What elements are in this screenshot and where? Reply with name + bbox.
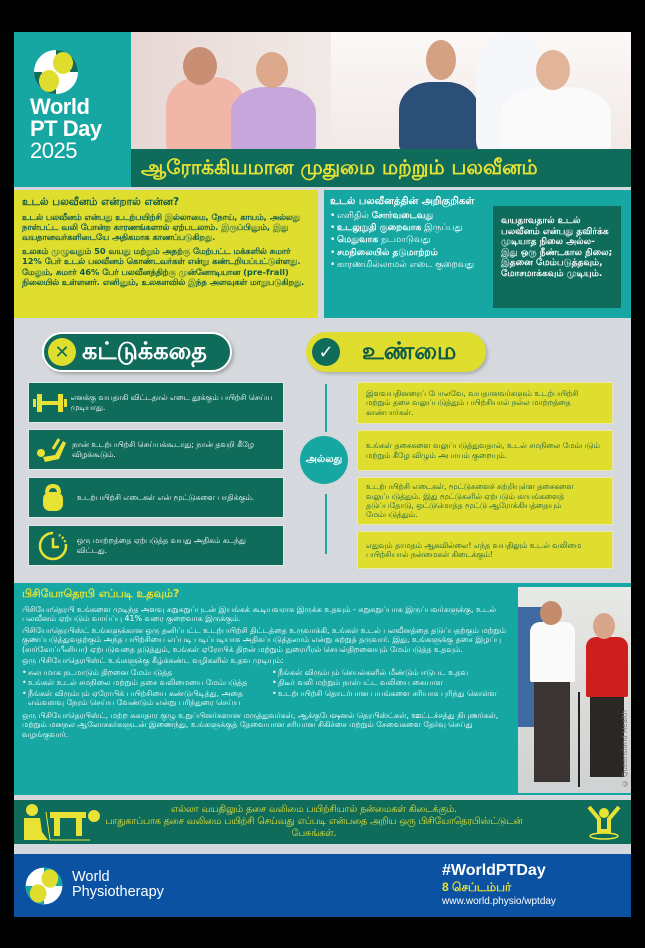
help-text <box>22 587 512 741</box>
help-paragraph: ஒரு பிசியோதெரபிஸ்ட், மற்ற சுகாதார குழு உறுப்பினர்களான மருத்துவர்கள், ஆக்குபேஷனல் தெரபிஸ்ட்கள், ஊட்டச்சத்து நிபுணர்கள், மற்றும் மனநல ஆலோசகர்களுடன் இணைந்து, உங்களுக்குத் தேவையான சரியான சிகிச்சை மற்றும் சேவைகளை தேர்வு செய்து வழங்குவார். <box>22 710 499 739</box>
person-3-head <box>426 40 456 80</box>
or-badge: அல்லது <box>300 436 348 484</box>
org-name-line2: Physiotherapy <box>72 884 164 901</box>
physio-head <box>540 601 562 625</box>
x-circle-icon: ✕ <box>48 338 76 366</box>
myth-label: கட்டுக்கதை <box>82 336 207 365</box>
myth-card <box>28 429 284 470</box>
sign-item: • உடலுறுதி குறைவாக இருப்பது <box>330 223 500 233</box>
sign-item: • எளிதில் சோர்வடைவது <box>330 211 500 221</box>
person-1-head <box>183 47 217 85</box>
exercise-machine-icon <box>20 802 102 842</box>
help-paragraph: பிசியோதெரபிஸ்ட் உங்களுக்கான ஒரு தனிப்பட்ட உடற்பயிற்சி திட்டத்தை உருவாக்கி, உங்கள் உடல் பலவீனத்தை தடுப்பதற்கும் மற்றும் குணப்படுத்துவதற்கும் அந்த பயிற்சியை எப்படி படிப்படியாக அதிகப்படுத்தலாம் என்று கற்றுத் தருவார். இது, உங்களுக்கு தசை இழப்பு (சார்கோப்பீனியா) ஏற்படுவதை தடுத்தும், உங்கள் ஏரோபிக் திறன் மற்றும் நுரையீரல் செயல்திறனையும் மேம்படுத்த உதவும். <box>22 625 507 654</box>
person-2 <box>231 87 316 149</box>
dumbbell-icon <box>29 382 70 423</box>
check-circle-icon: ✓ <box>312 338 340 366</box>
help-lists <box>22 668 512 709</box>
myth-card <box>28 525 284 566</box>
world-physiotherapy-logo-icon <box>24 866 64 906</box>
page-title: ஆரோக்கியமான முதுமை மற்றும் பலவீனம் <box>131 149 631 187</box>
myth-text: உடற்பயிற்சி எடைகள் என் மூட்டுகளை பாதிக்கும். <box>77 492 255 502</box>
help-paragraph: பிசியோதெரபி உங்களை முடிந்த அளவு சுறுசுறுப்புடன் இயங்கக் கூடியவராக இருக்க உதவும் - சுறுசுறுப்பாக இருப்பவர்களுக்கு, உடல் பலவீனம் ஏற்படும் வாய்ப்பு 41% வரை குறைவாக இருக்கும். <box>22 605 496 624</box>
world-pt-day-logo <box>14 32 131 187</box>
frailty-heading: உடல் பலவீனம் என்றால் என்ன? <box>22 196 180 208</box>
logo-line1: World <box>30 94 90 119</box>
fact-card: உங்கள் தசைகளை வலுப்படுத்துவதால், உடல் சமநிலை மேம்படும் மற்றும் கீழே விழும் அபாயம் குறையும். <box>357 430 613 471</box>
frailty-signs-box <box>324 190 631 318</box>
logo-text <box>30 96 102 162</box>
myth-text: நான் உடற்பயிற்சி செய்யக்கூடாது; நான் தவறி கீழே விழக்கூடும். <box>72 440 254 459</box>
myth-text: எனக்கு வயதாகி விட்டதால் எடை தூக்கும் பயிற்சி செய்ய முடியாது. <box>70 393 273 412</box>
help-list-right <box>272 668 512 709</box>
help-item: • சுலபமாக நடமாடும் திறனை மேம்படுத்த <box>22 668 262 677</box>
banner-line1: எல்லா வயதிலும் தசை வலிமை பயிற்சியால் நன்மைகள் கிடைக்கும். <box>170 804 458 815</box>
org-name-line1: World <box>72 869 110 885</box>
call-to-action-banner <box>14 800 631 844</box>
help-heading: பிசியோதெரபி எப்படி உதவும்? <box>22 587 180 600</box>
help-paragraph: ஒரு பிசியோதெரபிஸ்ட் உங்களுக்கு கீழ்க்கண்ட வழிகளில் உதவ முடியும்: <box>22 656 284 666</box>
physio-walking-photo <box>518 587 631 793</box>
banner-message <box>104 804 524 840</box>
help-item: • உங்கள் உடல் சமநிலை மற்றும் தசை வலிமையை மேம்படுத்த <box>22 678 262 687</box>
banner-line2: பாதுகாப்பாக தசை வலிமை பயிற்சி செய்வது எப்படி என்பதை அறிய ஒரு பிசியோதெரபிஸ்ட்டுடன் பேசுங்கள். <box>105 816 523 840</box>
patient-shirt <box>586 637 628 697</box>
physio-trousers <box>534 682 570 782</box>
frailty-note: வயதாவதால் உடல் பலவீனம் என்பது தவிர்க்க முடியாத நிலை அல்ல- இது ஒரு நீண்டகால நிலை; இதனை மேம்படுத்தவும், மோசமாக்கவும் முடியும். <box>493 206 621 308</box>
world-physio-logo-icon <box>32 48 80 96</box>
org-name <box>72 870 164 900</box>
person-4 <box>501 87 611 149</box>
help-item: • உடற்பயிற்சி தொடர்பான பயங்களை சரியாக புரிந்து கொள்ள <box>272 689 512 698</box>
frailty-paragraph: உடல் பலவீனம் என்பது உடற்பயிற்சி இல்லாமை, நோய், காயம், அல்லது நாள்பட்ட வலி போன்ற காரணங்களால் ஏற்படலாம். இருப்பினும், இது வயதானவர்களிடையே அதிகமாக காணப்படுகிறது. <box>22 212 300 243</box>
myth-card <box>28 382 284 423</box>
divider-line <box>325 494 327 554</box>
header <box>14 32 631 187</box>
sign-item: • மெதுவாக நடமாடுவது <box>330 235 500 245</box>
fact-card: இளவயதினரைப் போலவே, வயதானவர்களும் உடற்பயிற்சி மற்றும் தசை வலுப்படுத்தும் பயிற்சியால் நல்ல மாற்றத்தை காண்பார்கள். <box>357 382 613 424</box>
myth-fact-section <box>14 324 631 574</box>
info-row <box>14 190 631 320</box>
footer <box>14 854 631 917</box>
help-item: • நீங்கள் விரும்பும் செயல்களில் மீண்டும் ஈடுபட உதவ <box>272 668 512 677</box>
help-item: • நீங்கள் விரும்பும் ஏரோபிக் பயிற்சியை கண்டுபிடித்து, அதை எவ்வளவு நேரம் செய்ய வேண்டும் என்று பரிந்துரை செய்ய <box>22 689 262 708</box>
falling-person-icon <box>29 429 72 470</box>
signs-list <box>330 211 500 271</box>
clock-icon <box>29 525 77 566</box>
myth-text: ஒரு மாற்றத்தை ஏற்படுத்த வயது அதிகம் கடந்து விட்டது. <box>76 536 246 555</box>
campaign-info <box>442 862 556 908</box>
seniors-exercising-photo <box>131 32 631 149</box>
fact-label: உண்மை <box>362 336 457 365</box>
walking-stick <box>578 692 580 787</box>
signs-heading: உடல் பலவீனத்தின் அறிகுறிகள் <box>330 196 475 207</box>
person-celebrating-icon <box>585 803 623 841</box>
website-link[interactable]: www.world.physio/wptday <box>442 896 556 908</box>
frailty-paragraph: உலகம் முழுவதும் 50 வயது மற்றும் அதற்கு மேற்பட்ட மக்களில் சுமார் 12% பேர் உடல் பலவீனம் கொண்டவர்கள் என்று கண்டறியப்பட்டுள்ளது. மேலும், சுமார் 46% பேர் பலவீனத்திற்கு முன்னோடியான (pre-frail) நிலையில் உள்ளனர். எனினும், உலகளவில் இந்த அளவுகள் மாறுபடுகிறது. <box>22 246 305 287</box>
poster <box>14 32 631 917</box>
person-2-head <box>256 52 288 88</box>
help-list-left <box>22 668 262 709</box>
logo-year: 2025 <box>30 138 77 163</box>
fact-card: எதுவும் தாமதம் ஆகவில்லை! எந்த வயதிலும் உடல் வலிமை பயிற்சியால் நன்மைகள் கிடைக்கும்! <box>357 531 613 569</box>
fact-header <box>306 332 486 372</box>
kettlebell-icon <box>29 477 77 518</box>
how-physio-helps-section <box>14 583 631 795</box>
patient-head <box>593 613 615 639</box>
photo-credit: © Queensland Health <box>621 709 629 787</box>
help-item: • திடீர் வலி மற்றும் நாள்பட்ட வலியை கையாள <box>272 678 512 687</box>
person-4-head <box>536 50 570 90</box>
what-is-frailty-box <box>14 190 318 318</box>
sign-item: • சமநிலையில் தடுமாற்றம் <box>330 248 500 258</box>
patient-trousers <box>590 697 624 777</box>
fact-card: உடற்பயிற்சி எடைகள், மூட்டுகளைச் சுற்றியுள்ள தசைகளை வலுப்படுத்தும். இது மூட்டுகளில் ஏற்படும் காயங்களைத் தடுப்பதோடு, ஒட்டுமொத்த மூட்டு ஆரோக்கியத்தையும் மேம்படுத்தும். <box>357 477 613 525</box>
myth-card <box>28 477 284 518</box>
physio-shirt <box>530 622 575 682</box>
logo-line2: PT Day <box>30 116 102 141</box>
person-3 <box>399 82 479 149</box>
sign-item: • காரணமில்லாமல் எடை குறைவது <box>330 260 500 270</box>
hashtag: #WorldPTDay <box>442 862 546 879</box>
myth-header <box>42 332 232 372</box>
event-date: 8 செப்டம்பர் <box>442 879 512 894</box>
divider-line <box>325 384 327 432</box>
